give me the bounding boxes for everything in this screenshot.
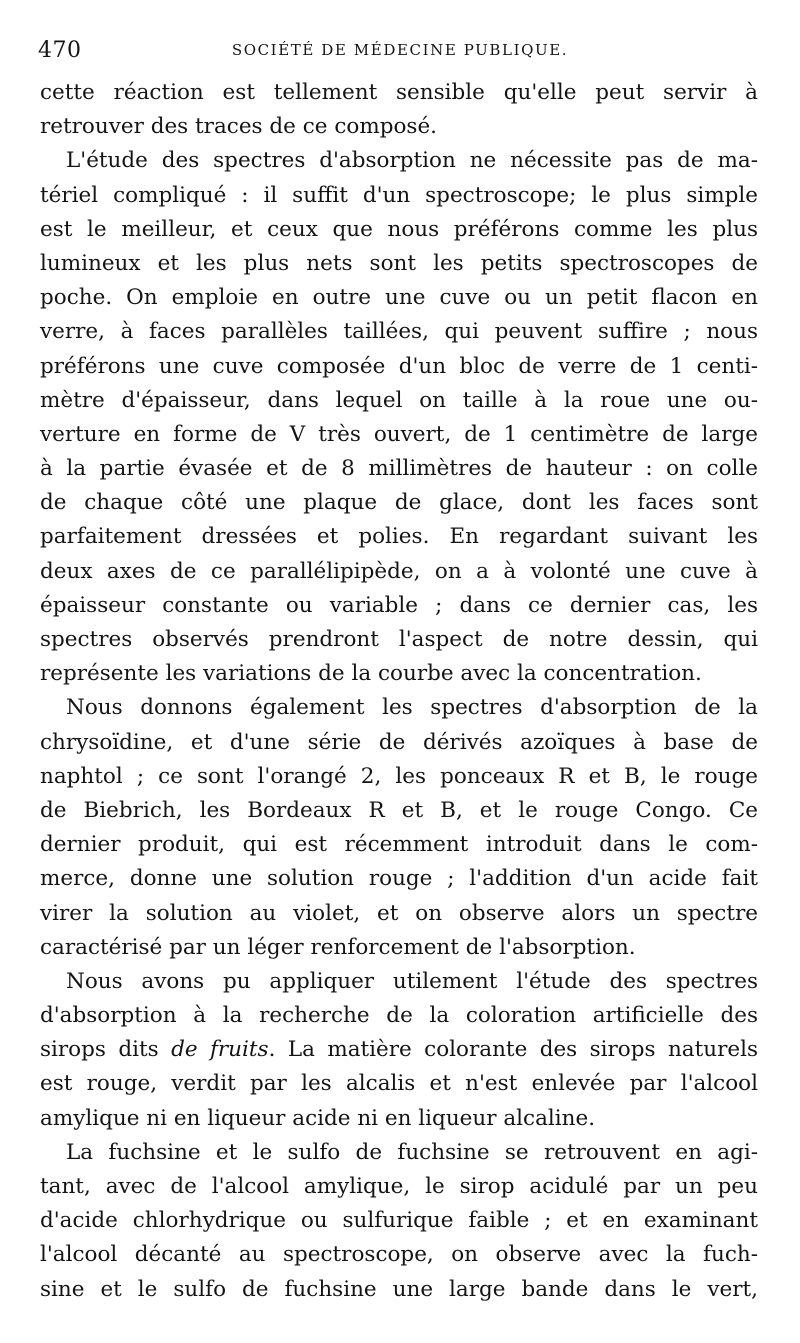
text-line: verre, à faces parallèles taillées, qui peuvent suffire ; nous [40, 319, 758, 345]
text-line: spectres observés prendront l'aspect de notre dessin, qui [40, 627, 758, 652]
text-line: deux axes de ce parallélipipède, on a à volonté une cuve à [40, 558, 758, 584]
text-run: sirops dits [40, 1037, 159, 1063]
text-line: préférons une cuve composée d'un bloc de verre de 1 centi- [40, 353, 758, 379]
text-line: représente les variations de la courbe avec la concentration. [40, 661, 702, 687]
text-line-mixed [40, 1033, 758, 1067]
text-line: tériel compliqué : il suffit d'un spectroscope; le plus simple [40, 182, 758, 208]
text-line: poche. On emploie en outre une cuve ou un petit flacon en [40, 285, 758, 311]
text-line: est le meilleur, et ceux que nous préférons comme les plus [40, 216, 758, 242]
text-line: Nous avons pu appliquer utilement l'étude des spectres [66, 968, 758, 994]
text-line: Nous donnons également les spectres d'absorption de la [66, 695, 758, 721]
text-line: dernier produit, qui est récemment introduit dans le com- [40, 832, 758, 858]
text-line: de Biebrich, les Bordeaux R et B, et le rouge Congo. Ce [40, 797, 758, 823]
text-line: verture en forme de V très ouvert, de 1 centimètre de large [40, 421, 758, 447]
text-line: cette réaction est tellement sensible qu'elle peut servir à [40, 80, 758, 105]
italic-text-run: de fruits [171, 1037, 269, 1063]
text-line: est rouge, verdit par les alcalis et n'est enlevée par l'alcool [40, 1071, 758, 1097]
text-line: l'alcool décanté au spectroscope, on observe avec la fuch- [40, 1242, 758, 1268]
text-line: caractérisé par un léger renforcement de l'absorption. [40, 934, 636, 960]
text-line: La fuchsine et le sulfo de fuchsine se retrouvent en agi- [66, 1139, 758, 1165]
text-line: virer la solution au violet, et on observe alors un spectre [40, 900, 758, 926]
text-line: sine et le sulfo de fuchsine une large bande dans le vert, [40, 1276, 758, 1302]
text-line: épaisseur constante ou variable ; dans ce dernier cas, les [40, 592, 758, 618]
text-line: d'acide chlorhydrique ou sulfurique faible ; et en examinant [40, 1208, 758, 1234]
page-number: 470 [38, 38, 82, 63]
text-line: L'étude des spectres d'absorption ne nécessite pas de ma- [66, 148, 758, 174]
text-line: lumineux et les plus nets sont les petits spectroscopes de [40, 250, 758, 276]
text-line: parfaitement dressées et polies. En regardant suivant les [40, 524, 758, 550]
running-head [38, 34, 762, 64]
text-line: amylique ni en liqueur acide ni en liqueur alcaline. [40, 1105, 596, 1131]
text-line: naphtol ; ce sont l'orangé 2, les ponceaux R et B, le rouge [40, 763, 758, 789]
body-text [40, 76, 758, 1307]
text-line: à la partie évasée et de 8 millimètres de hauteur : on colle [40, 456, 758, 482]
text-line: mètre d'épaisseur, dans lequel on taille à la roue une ou- [40, 387, 758, 413]
text-line: de chaque côté une plaque de glace, dont les faces sont [40, 490, 758, 516]
text-line: chrysoïdine, et d'une série de dérivés azoïques à base de [40, 729, 758, 755]
running-title: SOCIÉTÉ DE MÉDECINE PUBLIQUE. [231, 41, 569, 59]
text-line: retrouver des traces de ce composé. [40, 114, 438, 140]
text-line: tant, avec de l'alcool amylique, le sirop acidulé par un peu [40, 1174, 758, 1199]
text-line: merce, donne une solution rouge ; l'addition d'un acide fait [40, 866, 758, 892]
text-run: . La matière colorante des sirops naturels [268, 1037, 759, 1063]
text-line: d'absorption à la recherche de la coloration artificielle des [40, 1003, 758, 1029]
